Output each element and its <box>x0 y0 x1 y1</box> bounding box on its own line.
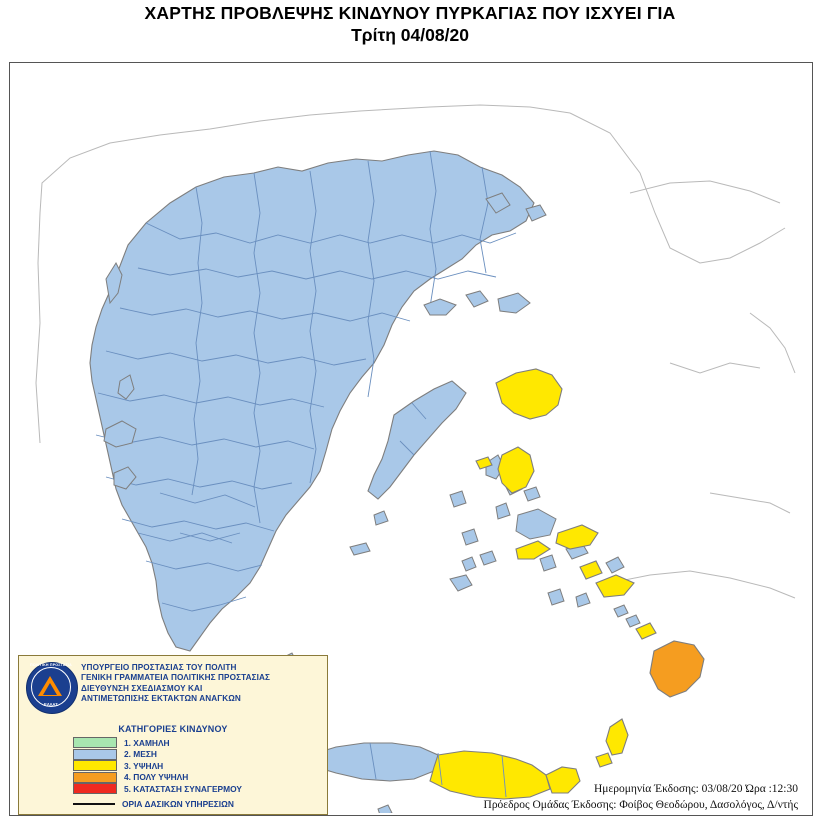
agency-line-3: ΔΙΕΥΘΥΝΣΗ ΣΧΕΔΙΑΣΜΟΥ ΚΑΙ <box>81 683 203 693</box>
legend-label-high: 3. ΥΨΗΛΗ <box>124 760 164 771</box>
agency-line-1: ΥΠΟΥΡΓΕΙΟ ΠΡΟΣΤΑΣΙΑΣ ΤΟΥ ΠΟΛΙΤΗ <box>81 663 237 672</box>
civil-protection-logo-icon <box>25 661 77 719</box>
swatch-very-high <box>73 772 117 783</box>
legend-label-boundaries: ΟΡΙΑ ΔΑΣΙΚΩΝ ΥΠΗΡΕΣΙΩΝ <box>122 798 234 809</box>
legend-item-alarm <box>73 783 321 795</box>
agency-line-2: ΓΕΝΙΚΗ ΓΡΑΜΜΑΤΕΙΑ ΠΟΛΙΤΙΚΗΣ ΠΡΟΣΤΑΣΙΑΣ <box>81 673 271 683</box>
logo-text-top: ΠΟΛΙΤΙΚΗ ΠΡΟΣΤΑΣΙΑ <box>30 663 72 667</box>
swatch-medium <box>73 749 117 760</box>
swatch-low <box>73 737 117 748</box>
agency-block <box>81 661 270 705</box>
legend-item-low <box>73 737 321 749</box>
legend-label-alarm: 5. ΚΑΤΑΣΤΑΣΗ ΣΥΝΑΓΕΡΜΟΥ <box>124 783 242 794</box>
page-title <box>0 0 820 46</box>
agency-line-4: ΑΝΤΙΜΕΤΩΠΙΣΗΣ ΕΚΤΑΚΤΩΝ ΑΝΑΓΚΩΝ <box>81 694 241 704</box>
legend-item-boundaries <box>25 799 321 809</box>
legend-label-very-high: 4. ΠΟΛΥ ΥΨΗΛΗ <box>124 772 189 783</box>
legend-header <box>25 661 321 719</box>
title-line-2: Τρίτη 04/08/20 <box>351 25 469 45</box>
swatch-alarm <box>73 783 117 794</box>
boundary-line-symbol <box>73 803 115 805</box>
legend-item-very-high <box>73 772 321 784</box>
swatch-high <box>73 760 117 771</box>
issue-date-text: Ημερομηνία Έκδοσης: 03/08/20 Ώρα :12:30 <box>593 783 798 795</box>
legend-item-high <box>73 760 321 772</box>
legend-item-medium <box>73 749 321 761</box>
title-line-1: ΧΑΡΤΗΣ ΠΡΟΒΛΕΨΗΣ ΚΙΝΔΥΝΟΥ ΠΥΡΚΑΓΙΑΣ ΠΟΥ ΙΣΧΥΕΙ ΓΙΑ <box>144 3 676 23</box>
legend-category-list <box>25 737 321 795</box>
map-container <box>9 62 813 816</box>
author-text: Πρόεδρος Ομάδας Έκδοσης: Φοίβος Θεοδώρου, Δασολόγος, Δ/ντής <box>483 799 798 811</box>
legend-label-medium: 2. ΜΕΣΗ <box>124 749 157 760</box>
legend-categories-title: ΚΑΤΗΓΟΡΙΕΣ ΚΙΝΔΥΝΟΥ <box>118 724 228 734</box>
legend-box <box>18 655 328 815</box>
logo-text-bottom: ΕΛΛΑΣ <box>44 702 58 707</box>
legend-label-low: 1. ΧΑΜΗΛΗ <box>124 737 170 748</box>
footer-block <box>484 781 798 813</box>
